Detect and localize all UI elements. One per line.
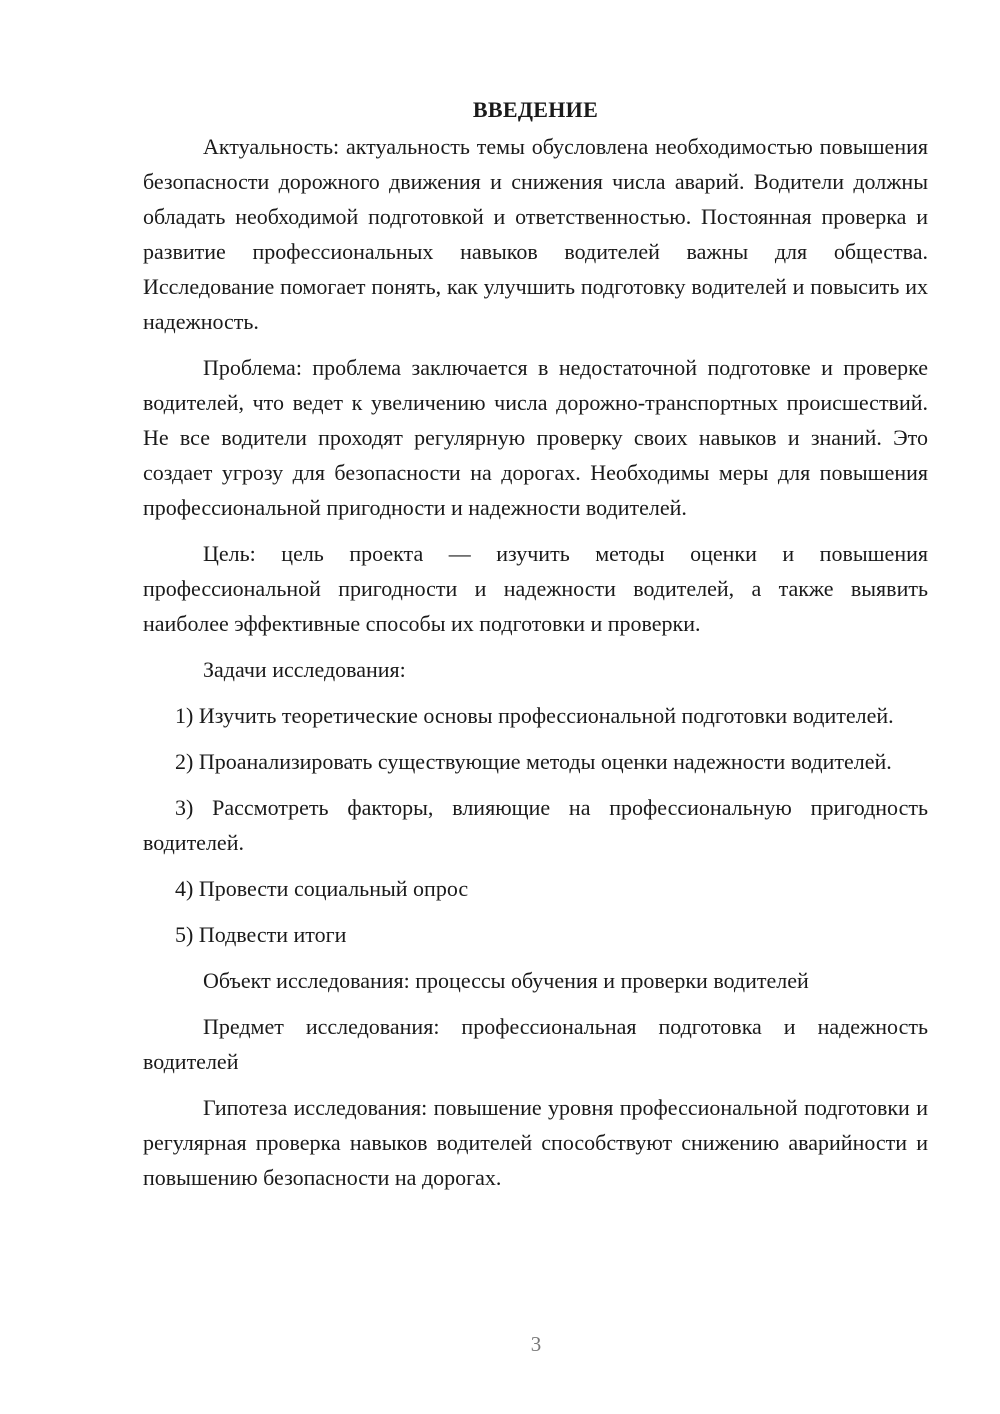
object-paragraph: Объект исследования: процессы обучения и проверки водителей xyxy=(203,968,809,993)
relevance-paragraph: Актуальность: актуальность темы обусловлена необходимостью повышения безопасности дорожного движения и снижения числа аварий. Водители должны обладать необходимой подготовкой и ответственностью. Постоянная проверка и развитие профессиональных навыков водителей важны для общества. Исследование помогает понять, как улучшить подготовку водителей и повысить их надежность. xyxy=(143,134,928,334)
page-number: 3 xyxy=(530,1332,542,1356)
task-item-4: 4) Провести социальный опрос xyxy=(175,876,469,901)
hypothesis-paragraph: Гипотеза исследования: повышение уровня профессиональной подготовки и регулярная проверка навыков водителей способствуют снижению аварийности и повышению безопасности на дорогах. xyxy=(143,1095,928,1190)
task-item-1: 1) Изучить теоретические основы профессиональной подготовки водителей. xyxy=(175,703,894,728)
task-item-2: 2) Проанализировать существующие методы оценки надежности водителей. xyxy=(175,749,892,774)
subject-paragraph: Предмет исследования: профессиональная подготовка и надежность водителей xyxy=(143,1014,928,1074)
task-item-5: 5) Подвести итоги xyxy=(175,922,347,947)
tasks-heading: Задачи исследования: xyxy=(203,657,406,682)
goal-paragraph: Цель: цель проекта — изучить методы оценки и повышения профессиональной пригодности и надежности водителей, а также выявить наиболее эффективные способы их подготовки и проверки. xyxy=(143,541,928,636)
problem-paragraph: Проблема: проблема заключается в недостаточной подготовке и проверке водителей, что ведет к увеличению числа дорожно-транспортных происшествий. Не все водители проходят регулярную проверку своих навыков и знаний. Это создает угрозу для безопасности на дорогах. Необходимы меры для повышения профессиональной пригодности и надежности водителей. xyxy=(143,355,928,520)
document-page xyxy=(143,92,928,1206)
task-item-3: 3) Рассмотреть факторы, влияющие на профессиональную пригодность водителей. xyxy=(143,795,928,855)
section-title: ВВЕДЕНИЕ xyxy=(472,97,599,122)
